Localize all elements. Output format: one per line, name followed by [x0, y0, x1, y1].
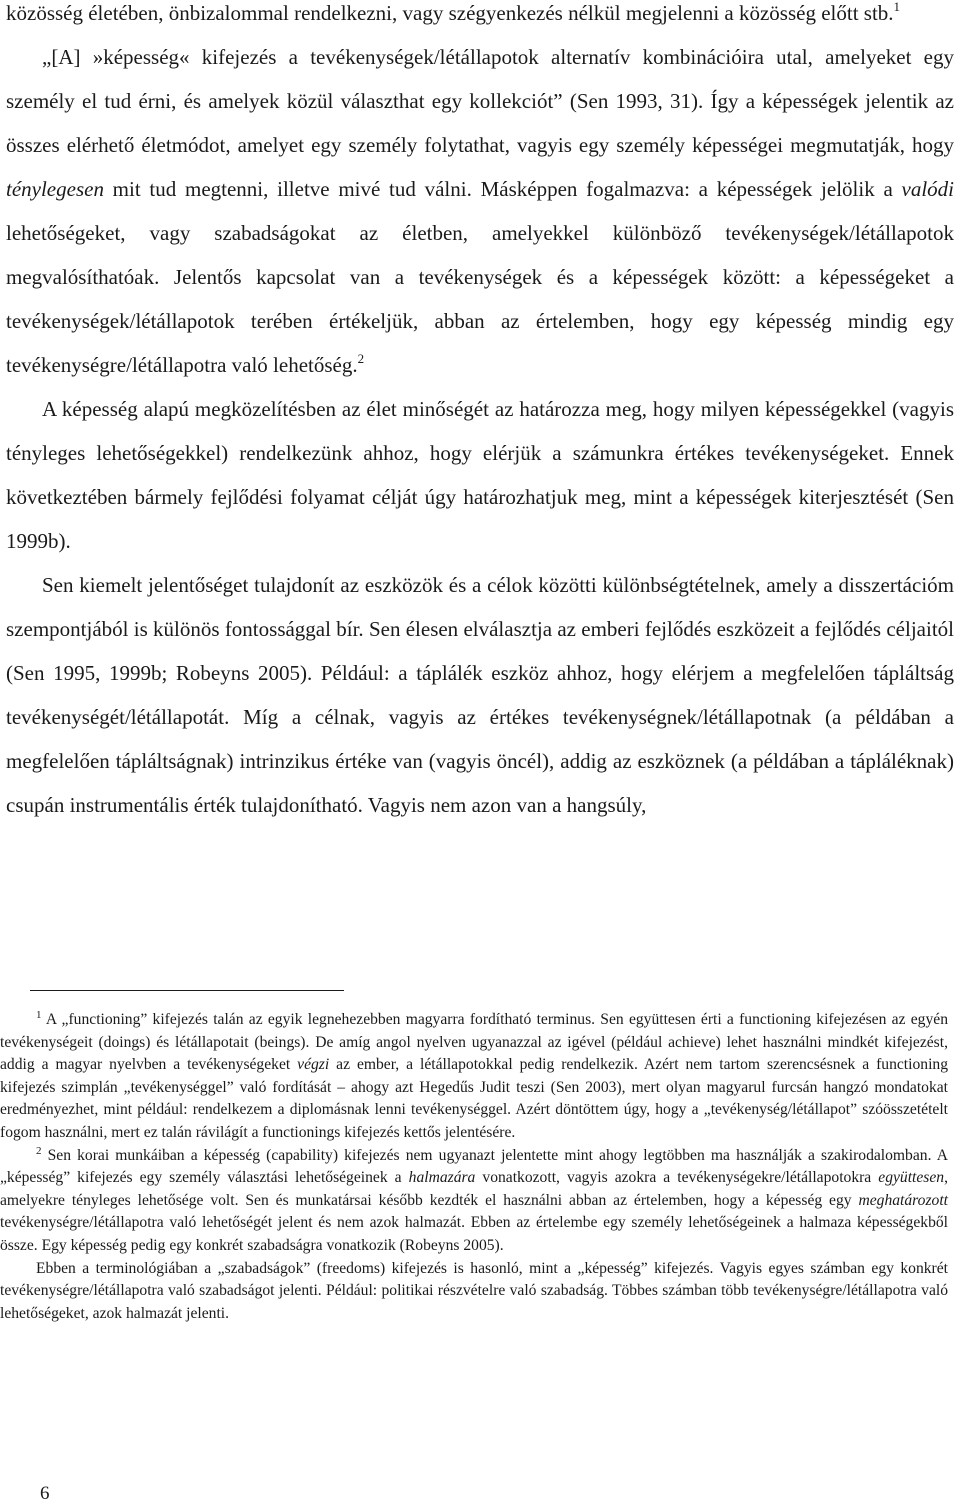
text-segment: tevékenységre/létállapotra való lehetőségét jelent és nem azok halmazát. Ebben az értelembe egy személy lehetőségeinek a halmaza képességekből össze. Egy képesség pedig egy konkrét szabadságra vonatkozik (Robeyns 2005).	[0, 1214, 948, 1254]
page-number: 6	[40, 1483, 50, 1504]
text-segment: közösség életében, önbizalommal rendelkezni, vagy szégyenkezés nélkül megjelenni a közösség előtt stb.	[6, 1, 894, 25]
footnote	[0, 1009, 948, 1145]
footnote-reference: 2	[36, 1144, 42, 1157]
footnotes	[0, 1009, 948, 1325]
text-segment: „[A] »képesség« kifejezés a tevékenységek/létállapotok alternatív kombinációira utal, amelyeket egy személy el tud érni, és amelyek közül választhat egy kollekciót” (Sen 1993, 31). Így a képességek jelentik az összes elérhető életmódot, amelyet egy személy folytathat, vagyis egy személy képességei megmutatják, hogy	[6, 45, 954, 157]
footnote-separator	[30, 990, 344, 991]
text-segment: Sen kiemelt jelentőséget tulajdonít az eszközök és a célok közötti különbségtételnek, amely a disszertációm szempontjából is különös fontossággal bír. Sen élesen elválasztja az emberi fejlődés eszközeit a fejlődés céljaitól (Sen 1995, 1999b; Robeyns 2005). Például: a táplálék eszköz ahhoz, hogy elérjem a megfelelően tápláltság tevékenységét/létállapotát. Míg a célnak, vagyis az értékes tevékenységnek/létállapotnak (a példában a megfelelően tápláltságnak) intrinzikus értéke van (vagyis öncél), addig az eszköznek (a példában a tápláléknak) csupán instrumentális érték tulajdonítható. Vagyis nem azon van a hangsúly,	[6, 573, 954, 817]
text-segment: lehetőségeket, vagy szabadságokat az életben, amelyekkel különböző tevékenységek/létállapotok megvalósíthatóak. Jelentős kapcsolat van a tevékenységek és a képességek között: a képességeket a tevékenységek/létállapotok terében értékeljük, abban az értelemben, hogy egy képesség mindig egy tevékenységre/létállapotra való lehetőség.	[6, 221, 954, 377]
document-page	[6, 0, 954, 827]
text-segment: az ember, a létállapotokkal pedig rendelkezik. Azért nem tartom szerencsésnek a functioning kifejezés szimplán „tevékenységgel” való fordítását – ahogy azt Hegedűs Judit teszi (Sen 2003), mert olyan magyarul furcsán hangzó mondatokat eredményezhet, mint például: rendelkezem a diplomásnak lenni tevékenységgel. Azért döntöttem úgy, hogy a „tevékenység/létállapot” szóösszetételt fogom használni, mert ez talán rávilágít a functionings kifejezés kettős jelentésére.	[0, 1056, 948, 1141]
italic-text: végzi	[297, 1056, 330, 1074]
body-paragraph	[6, 0, 954, 35]
footnote-reference: 1	[893, 0, 901, 14]
footnote-reference: 1	[36, 1009, 42, 1021]
footnote-reference: 2	[357, 351, 365, 366]
text-segment: mit tud megtenni, illetve mivé tud válni. Másképpen fogalmazva: a képességek jelölik a	[103, 177, 902, 201]
text-segment: , amelyekre tényleges lehetősége volt. Sen és munkatársai később kezdték el használni abban az értelemben, hogy a képesség egy	[0, 1169, 948, 1209]
text-segment: vonatkozott, vagyis azokra a tevékenységekre/létállapotokra	[475, 1169, 879, 1187]
text-segment: Ebben a terminológiában a „szabadságok” (freedoms) kifejezés is hasonló, mint a „képesség” kifejezés. Vagyis egyes számban egy konkrét tevékenységre/létállapotra való szabadságot jelenti. Például: politikai részvételre való szabadság. Többes számban több tevékenységre/létállapotra való lehetőségeket, azok halmazát jelenti.	[0, 1259, 948, 1322]
italic-text: valódi	[901, 177, 954, 201]
body-paragraph	[6, 35, 954, 387]
body-paragraph	[6, 387, 954, 563]
italic-text: halmazára	[408, 1169, 476, 1187]
body-text	[6, 0, 954, 827]
text-segment: A képesség alapú megközelítésben az élet minőségét az határozza meg, hogy milyen képességekkel (vagyis tényleges lehetőségekkel) rendelkezünk ahhoz, hogy elérjük a számunkra értékes tevékenységeket. Ennek következtében bármely fejlődési folyamat célját úgy határozhatjuk meg, mint a képességek kiterjesztését (Sen 1999b).	[6, 397, 954, 553]
italic-text: ténylegesen	[6, 177, 104, 201]
footnote	[0, 1145, 948, 1258]
italic-text: együttesen	[878, 1169, 945, 1187]
text-segment: Sen korai munkáiban a képesség (capability) kifejezés nem ugyanazt jelentette mint ahogy legtöbben ma használják a szakirodalomban. A „képesség” kifejezés egy személy választási lehetőségeinek a	[0, 1146, 948, 1187]
italic-text: meghatározott	[858, 1191, 948, 1209]
footnote	[0, 1258, 948, 1326]
body-paragraph	[6, 563, 954, 827]
text-segment: A „functioning” kifejezés talán az egyik legnehezebben magyarra fordítható terminus. Sen együttesen érti a functioning kifejezésen az egyén tevékenységeit (doings) és létállapotait (beings). De amíg angol nyelven ugyanazzal az igével (például achieve) lehet használni mindkét kifejezést, addig a magyar nyelvben a tevékenységeket	[0, 1011, 948, 1074]
